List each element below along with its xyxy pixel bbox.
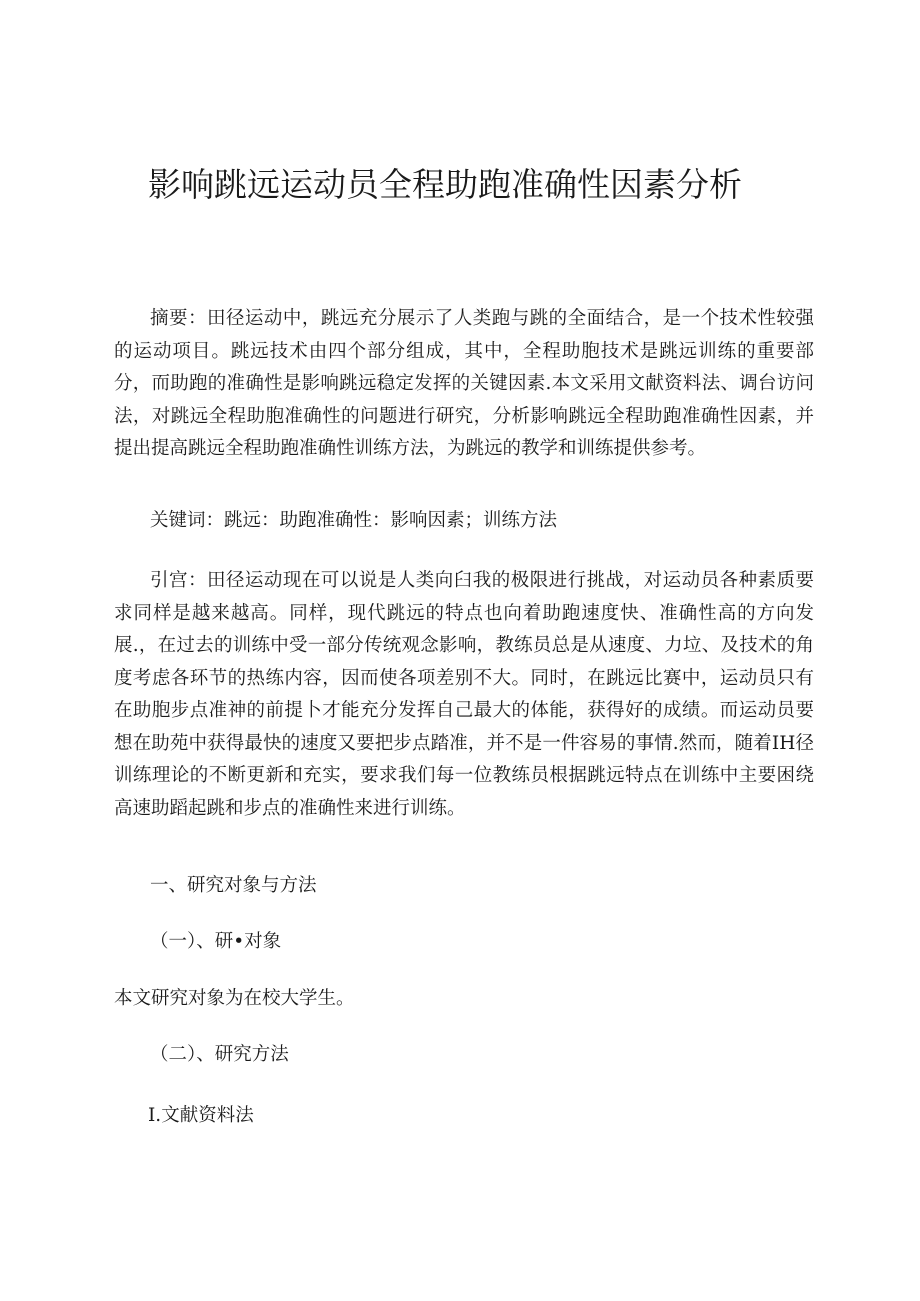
subsection-heading-2: （二）、研究方法 <box>150 1044 289 1065</box>
keywords-line: 关键词：跳远：助跑准确性：影响因素；训练方法 <box>150 510 558 531</box>
subsection-heading-1: （一）、研•对象 <box>150 931 282 952</box>
abstract-paragraph: 摘要：田径运动中，跳远充分展示了人类跑与跳的全面结合，是一个技术性较强的运动项目。跳远技术由四个部分组成，其中，全程助胞技术是跳远训练的重要部分，而助跑的准确性是影响跳远稳定发挥的关键因素.本文采用文献资料法、调台访问法，对跳远全程助胞准确性的问题进行研究，分析影响跳远全程助跑准确性因素，并提出提高跳远全程助跑准确性训练方法，为跳远的教学和训练提供参考。 <box>114 308 814 459</box>
subsection-1-text: 本文研究对象为在校大学生。 <box>114 988 355 1009</box>
method-item-1: I.文献资料法 <box>148 1105 254 1126</box>
document-title: 影响跳远运动员全程助跑准确性因素分析 <box>148 165 742 204</box>
intro-paragraph: 引宫：田径运动现在可以说是人类向臼我的极限进行挑战，对运动员各种素质要求同样是越来越高。同样，现代跳远的特点也向着助跑速度快、准确性高的方向发展.，在过去的训练中受一部分传统观念影响，教练员总是从速度、力垃、及技术的角度考虑各环节的热练内容，因而使各项差别不大。同时，在跳远比赛中，运动员只有在助胞步点准神的前提卜才能充分发挥自己最大的体能，获得好的成绩。而运动员要想在助苑中获得最快的速度又要把步点踏准，并不是一件容易的事情.然而，随着IH径训练理论的不断更新和充实，要求我们每一位教练员根据跳远特点在训练中主要困绕高速助蹈起跳和步点的准确性来进行训练。 <box>114 570 814 819</box>
section-heading-1: 一、研究对象与方法 <box>150 875 317 896</box>
